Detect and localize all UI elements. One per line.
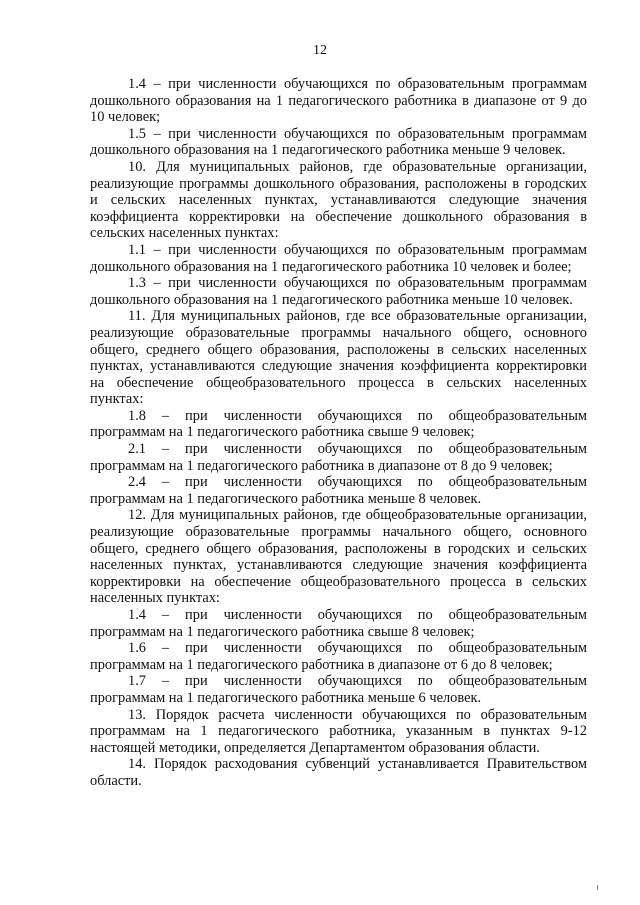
paragraph-1-5-preschool: 1.5 – при численности обучающихся по образовательным программам дошкольного образования на 1 педагогического работника меньше 9 человек. (90, 125, 587, 159)
paragraph-1-8-general: 1.8 – при численности обучающихся по общеобразовательным программам на 1 педагогического работника свыше 9 человек; (90, 407, 587, 441)
page-number: 12 (313, 43, 327, 58)
paragraph-1-4-general: 1.4 – при численности обучающихся по общеобразовательным программам на 1 педагогического работника свыше 8 человек; (90, 607, 587, 640)
paragraph-item-12: 12. Для муниципальных районов, где общеобразовательные организации, реализующие образовательные программы начального общего, основного общего, среднего общего образования, расположены в городских и сельских населенных пунктах, устанавливаются следующие значения коэффициента корректировки на обеспечение общеобразовательного процесса в сельских населенных пунктах: (90, 507, 587, 607)
paragraph-1-7-general: 1.7 – при численности обучающихся по общеобразовательным программам на 1 педагогического работника меньше 6 человек. (90, 673, 587, 706)
paragraph-1-3-preschool: 1.3 – при численности обучающихся по образовательным программам дошкольного образования на 1 педагогического работника меньше 10 человек. (90, 275, 587, 308)
scan-mark (597, 885, 598, 890)
paragraph-item-14: 14. Порядок расходования субвенций устанавливается Правительством области. (90, 756, 587, 789)
paragraph-item-10: 10. Для муниципальных районов, где образовательные организации, реализующие программы дошкольного образования, расположены в городских и сельских населенных пунктах, устанавливаются следующие значения коэффициента корректировки на обеспечение дошкольного образования в сельских населенных пунктах: (90, 158, 587, 242)
paragraph-1-4-preschool: 1.4 – при численности обучающихся по образовательным программам дошкольного образования на 1 педагогического работника в диапазоне от 9 до 10 человек; (90, 76, 587, 126)
document-body (90, 76, 587, 790)
paragraph-1-1-preschool: 1.1 – при численности обучающихся по образовательным программам дошкольного образования на 1 педагогического работника 10 человек и более; (90, 241, 587, 275)
paragraph-item-13: 13. Порядок расчета численности обучающихся по образовательным программам на 1 педагогического работника, указанным в пунктах 9-12 настоящей методики, определяется Департаментом образования области. (90, 706, 587, 756)
paragraph-1-6-general: 1.6 – при численности обучающихся по общеобразовательным программам на 1 педагогического работника в диапазоне от 6 до 8 человек; (90, 640, 587, 673)
paragraph-item-11: 11. Для муниципальных районов, где все образовательные организации, реализующие образовательные программы начального общего, основного общего, среднего общего образования, расположены в сельских населенных пунктах, устанавливаются следующие значения коэффициента корректировки на обеспечение общеобразовательного процесса в сельских населенных пунктах: (90, 308, 587, 408)
paragraph-2-1-general: 2.1 – при численности обучающихся по общеобразовательным программам на 1 педагогического работника в диапазоне от 8 до 9 человек; (90, 441, 587, 474)
paragraph-2-4-general: 2.4 – при численности обучающихся по общеобразовательным программам на 1 педагогического работника меньше 8 человек. (90, 474, 587, 507)
